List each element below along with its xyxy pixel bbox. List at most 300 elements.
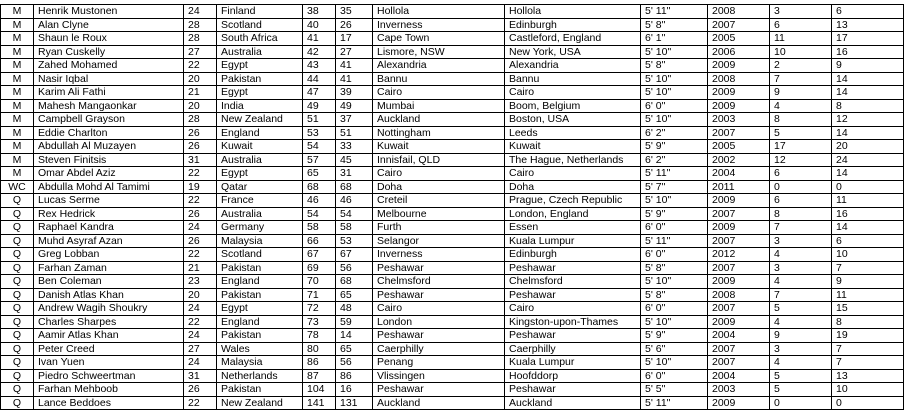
country-cell: South Africa	[217, 32, 303, 46]
turned-pro-cell: 2004	[708, 329, 770, 343]
birthplace-cell: Melbourne	[373, 207, 505, 221]
age-cell: 26	[184, 140, 217, 154]
height-cell: 5' 8"	[641, 59, 708, 73]
turned-pro-cell: 2009	[708, 396, 770, 410]
birthplace-cell: Inverness	[373, 248, 505, 262]
age-cell: 20	[184, 288, 217, 302]
highest-ranking-cell: 65	[336, 342, 373, 356]
finals-cell: 8	[832, 99, 904, 113]
age-cell: 22	[184, 315, 217, 329]
residence-cell: Bannu	[505, 72, 641, 86]
entry-status-cell: Q	[1, 288, 34, 302]
finals-cell: 9	[832, 59, 904, 73]
world-ranking-cell: 54	[303, 140, 336, 154]
turned-pro-cell: 2003	[708, 113, 770, 127]
birthplace-cell: Doha	[373, 180, 505, 194]
entry-status-cell: M	[1, 32, 34, 46]
titles-cell: 10	[770, 45, 832, 59]
world-ranking-cell: 43	[303, 59, 336, 73]
entry-status-cell: Q	[1, 342, 34, 356]
highest-ranking-cell: 26	[336, 18, 373, 32]
world-ranking-cell: 38	[303, 5, 336, 19]
country-cell: Pakistan	[217, 72, 303, 86]
player-name-cell: Abdulla Mohd Al Tamimi	[34, 180, 184, 194]
players-table	[0, 4, 904, 410]
height-cell: 5' 8"	[641, 288, 708, 302]
height-cell: 5' 10"	[641, 315, 708, 329]
birthplace-cell: Innisfail, QLD	[373, 153, 505, 167]
finals-cell: 20	[832, 140, 904, 154]
player-name-cell: Eddie Charlton	[34, 126, 184, 140]
player-name-cell: Farhan Mehboob	[34, 383, 184, 397]
world-ranking-cell: 58	[303, 221, 336, 235]
player-name-cell: Mahesh Mangaonkar	[34, 99, 184, 113]
table-row	[1, 72, 904, 86]
world-ranking-cell: 47	[303, 86, 336, 100]
entry-status-cell: Q	[1, 396, 34, 410]
country-cell: Scotland	[217, 248, 303, 262]
titles-cell: 8	[770, 113, 832, 127]
finals-cell: 24	[832, 153, 904, 167]
residence-cell: Peshawar	[505, 329, 641, 343]
finals-cell: 13	[832, 18, 904, 32]
finals-cell: 10	[832, 383, 904, 397]
player-name-cell: Ivan Yuen	[34, 356, 184, 370]
residence-cell: Kuala Lumpur	[505, 234, 641, 248]
height-cell: 5' 10"	[641, 194, 708, 208]
turned-pro-cell: 2004	[708, 167, 770, 181]
birthplace-cell: Vlissingen	[373, 369, 505, 383]
player-name-cell: Rex Hedrick	[34, 207, 184, 221]
table-row	[1, 167, 904, 181]
turned-pro-cell: 2009	[708, 315, 770, 329]
world-ranking-cell: 41	[303, 32, 336, 46]
residence-cell: Kuala Lumpur	[505, 356, 641, 370]
world-ranking-cell: 46	[303, 194, 336, 208]
country-cell: England	[217, 315, 303, 329]
world-ranking-cell: 80	[303, 342, 336, 356]
turned-pro-cell: 2006	[708, 45, 770, 59]
world-ranking-cell: 67	[303, 248, 336, 262]
age-cell: 22	[184, 396, 217, 410]
player-name-cell: Omar Abdel Aziz	[34, 167, 184, 181]
height-cell: 5' 8"	[641, 261, 708, 275]
world-ranking-cell: 54	[303, 207, 336, 221]
titles-cell: 12	[770, 153, 832, 167]
world-ranking-cell: 42	[303, 45, 336, 59]
age-cell: 28	[184, 32, 217, 46]
table-row	[1, 126, 904, 140]
titles-cell: 8	[770, 207, 832, 221]
entry-status-cell: M	[1, 59, 34, 73]
turned-pro-cell: 2007	[708, 356, 770, 370]
birthplace-cell: Mumbai	[373, 99, 505, 113]
table-row	[1, 45, 904, 59]
finals-cell: 14	[832, 167, 904, 181]
country-cell: Malaysia	[217, 234, 303, 248]
entry-status-cell: M	[1, 113, 34, 127]
turned-pro-cell: 2004	[708, 369, 770, 383]
turned-pro-cell: 2009	[708, 275, 770, 289]
birthplace-cell: Selangor	[373, 234, 505, 248]
player-name-cell: Raphael Kandra	[34, 221, 184, 235]
country-cell: Finland	[217, 5, 303, 19]
residence-cell: Peshawar	[505, 261, 641, 275]
titles-cell: 5	[770, 126, 832, 140]
highest-ranking-cell: 39	[336, 86, 373, 100]
turned-pro-cell: 2007	[708, 234, 770, 248]
age-cell: 22	[184, 167, 217, 181]
birthplace-cell: Peshawar	[373, 329, 505, 343]
finals-cell: 16	[832, 45, 904, 59]
height-cell: 5' 10"	[641, 72, 708, 86]
player-name-cell: Alan Clyne	[34, 18, 184, 32]
entry-status-cell: M	[1, 126, 34, 140]
table-row	[1, 194, 904, 208]
age-cell: 27	[184, 45, 217, 59]
table-row	[1, 234, 904, 248]
age-cell: 26	[184, 383, 217, 397]
highest-ranking-cell: 56	[336, 356, 373, 370]
birthplace-cell: Penang	[373, 356, 505, 370]
residence-cell: Auckland	[505, 396, 641, 410]
age-cell: 24	[184, 356, 217, 370]
finals-cell: 8	[832, 315, 904, 329]
birthplace-cell: Creteil	[373, 194, 505, 208]
entry-status-cell: Q	[1, 302, 34, 316]
birthplace-cell: Peshawar	[373, 261, 505, 275]
country-cell: New Zealand	[217, 396, 303, 410]
birthplace-cell: Caerphilly	[373, 342, 505, 356]
player-name-cell: Piedro Schweertman	[34, 369, 184, 383]
entry-status-cell: Q	[1, 207, 34, 221]
world-ranking-cell: 86	[303, 356, 336, 370]
titles-cell: 4	[770, 356, 832, 370]
world-ranking-cell: 73	[303, 315, 336, 329]
residence-cell: Boston, USA	[505, 113, 641, 127]
age-cell: 24	[184, 329, 217, 343]
player-name-cell: Greg Lobban	[34, 248, 184, 262]
height-cell: 5' 11"	[641, 396, 708, 410]
entry-status-cell: M	[1, 153, 34, 167]
height-cell: 6' 0"	[641, 369, 708, 383]
entry-status-cell: Q	[1, 383, 34, 397]
birthplace-cell: Cairo	[373, 167, 505, 181]
entry-status-cell: Q	[1, 248, 34, 262]
titles-cell: 9	[770, 86, 832, 100]
highest-ranking-cell: 33	[336, 140, 373, 154]
finals-cell: 0	[832, 180, 904, 194]
birthplace-cell: Hollola	[373, 5, 505, 19]
world-ranking-cell: 78	[303, 329, 336, 343]
country-cell: Germany	[217, 221, 303, 235]
height-cell: 5' 10"	[641, 356, 708, 370]
birthplace-cell: Bannu	[373, 72, 505, 86]
height-cell: 5' 10"	[641, 275, 708, 289]
finals-cell: 6	[832, 5, 904, 19]
highest-ranking-cell: 65	[336, 288, 373, 302]
age-cell: 22	[184, 194, 217, 208]
turned-pro-cell: 2007	[708, 302, 770, 316]
residence-cell: Hoofddorp	[505, 369, 641, 383]
table-row	[1, 207, 904, 221]
world-ranking-cell: 72	[303, 302, 336, 316]
player-name-cell: Nasir Iqbal	[34, 72, 184, 86]
birthplace-cell: Kuwait	[373, 140, 505, 154]
country-cell: Egypt	[217, 167, 303, 181]
highest-ranking-cell: 49	[336, 99, 373, 113]
country-cell: Malaysia	[217, 356, 303, 370]
country-cell: France	[217, 194, 303, 208]
birthplace-cell: Furth	[373, 221, 505, 235]
titles-cell: 3	[770, 234, 832, 248]
age-cell: 27	[184, 342, 217, 356]
table-row	[1, 59, 904, 73]
country-cell: Scotland	[217, 18, 303, 32]
finals-cell: 7	[832, 342, 904, 356]
player-name-cell: Abdullah Al Muzayen	[34, 140, 184, 154]
turned-pro-cell: 2009	[708, 221, 770, 235]
height-cell: 5' 7"	[641, 180, 708, 194]
finals-cell: 6	[832, 234, 904, 248]
world-ranking-cell: 70	[303, 275, 336, 289]
entry-status-cell: M	[1, 72, 34, 86]
finals-cell: 16	[832, 207, 904, 221]
player-name-cell: Ryan Cuskelly	[34, 45, 184, 59]
height-cell: 5' 11"	[641, 5, 708, 19]
table-row	[1, 248, 904, 262]
player-name-cell: Aamir Atlas Khan	[34, 329, 184, 343]
table-row	[1, 18, 904, 32]
highest-ranking-cell: 46	[336, 194, 373, 208]
table-row	[1, 288, 904, 302]
height-cell: 5' 9"	[641, 329, 708, 343]
finals-cell: 12	[832, 113, 904, 127]
age-cell: 19	[184, 180, 217, 194]
country-cell: Australia	[217, 45, 303, 59]
highest-ranking-cell: 86	[336, 369, 373, 383]
residence-cell: Cairo	[505, 167, 641, 181]
finals-cell: 14	[832, 126, 904, 140]
highest-ranking-cell: 31	[336, 167, 373, 181]
age-cell: 28	[184, 18, 217, 32]
finals-cell: 11	[832, 288, 904, 302]
country-cell: Pakistan	[217, 329, 303, 343]
world-ranking-cell: 66	[303, 234, 336, 248]
titles-cell: 11	[770, 32, 832, 46]
world-ranking-cell: 141	[303, 396, 336, 410]
entry-status-cell: Q	[1, 315, 34, 329]
residence-cell: The Hague, Netherlands	[505, 153, 641, 167]
entry-status-cell: M	[1, 99, 34, 113]
country-cell: India	[217, 99, 303, 113]
birthplace-cell: Lismore, NSW	[373, 45, 505, 59]
finals-cell: 0	[832, 396, 904, 410]
player-name-cell: Shaun le Roux	[34, 32, 184, 46]
titles-cell: 3	[770, 342, 832, 356]
height-cell: 6' 2"	[641, 126, 708, 140]
table-row	[1, 113, 904, 127]
titles-cell: 5	[770, 369, 832, 383]
world-ranking-cell: 87	[303, 369, 336, 383]
titles-cell: 6	[770, 167, 832, 181]
age-cell: 26	[184, 126, 217, 140]
highest-ranking-cell: 56	[336, 261, 373, 275]
highest-ranking-cell: 48	[336, 302, 373, 316]
highest-ranking-cell: 53	[336, 234, 373, 248]
highest-ranking-cell: 68	[336, 180, 373, 194]
residence-cell: Leeds	[505, 126, 641, 140]
world-ranking-cell: 53	[303, 126, 336, 140]
finals-cell: 15	[832, 302, 904, 316]
world-ranking-cell: 68	[303, 180, 336, 194]
height-cell: 6' 1"	[641, 32, 708, 46]
titles-cell: 4	[770, 275, 832, 289]
titles-cell: 5	[770, 302, 832, 316]
height-cell: 5' 9"	[641, 140, 708, 154]
country-cell: Pakistan	[217, 261, 303, 275]
birthplace-cell: London	[373, 315, 505, 329]
age-cell: 21	[184, 261, 217, 275]
age-cell: 31	[184, 369, 217, 383]
age-cell: 20	[184, 72, 217, 86]
table-row	[1, 302, 904, 316]
height-cell: 6' 0"	[641, 302, 708, 316]
world-ranking-cell: 44	[303, 72, 336, 86]
player-name-cell: Farhan Zaman	[34, 261, 184, 275]
turned-pro-cell: 2007	[708, 126, 770, 140]
residence-cell: Alexandria	[505, 59, 641, 73]
country-cell: Egypt	[217, 59, 303, 73]
entry-status-cell: M	[1, 18, 34, 32]
country-cell: Australia	[217, 207, 303, 221]
residence-cell: Prague, Czech Republic	[505, 194, 641, 208]
highest-ranking-cell: 45	[336, 153, 373, 167]
age-cell: 20	[184, 99, 217, 113]
birthplace-cell: Auckland	[373, 396, 505, 410]
world-ranking-cell: 57	[303, 153, 336, 167]
entry-status-cell: Q	[1, 234, 34, 248]
titles-cell: 0	[770, 396, 832, 410]
height-cell: 5' 10"	[641, 86, 708, 100]
titles-cell: 3	[770, 261, 832, 275]
titles-cell: 2	[770, 59, 832, 73]
titles-cell: 6	[770, 18, 832, 32]
players-table-body	[1, 5, 904, 410]
country-cell: Wales	[217, 342, 303, 356]
turned-pro-cell: 2003	[708, 383, 770, 397]
entry-status-cell: M	[1, 167, 34, 181]
titles-cell: 5	[770, 383, 832, 397]
highest-ranking-cell: 59	[336, 315, 373, 329]
turned-pro-cell: 2007	[708, 18, 770, 32]
residence-cell: Castleford, England	[505, 32, 641, 46]
residence-cell: New York, USA	[505, 45, 641, 59]
finals-cell: 19	[832, 329, 904, 343]
player-name-cell: Karim Ali Fathi	[34, 86, 184, 100]
table-row	[1, 5, 904, 19]
residence-cell: Chelmsford	[505, 275, 641, 289]
entry-status-cell: M	[1, 45, 34, 59]
turned-pro-cell: 2008	[708, 72, 770, 86]
finals-cell: 14	[832, 221, 904, 235]
table-row	[1, 329, 904, 343]
turned-pro-cell: 2009	[708, 59, 770, 73]
player-name-cell: Zahed Mohamed	[34, 59, 184, 73]
finals-cell: 7	[832, 356, 904, 370]
residence-cell: Peshawar	[505, 383, 641, 397]
residence-cell: Kuwait	[505, 140, 641, 154]
titles-cell: 17	[770, 140, 832, 154]
finals-cell: 10	[832, 248, 904, 262]
finals-cell: 14	[832, 72, 904, 86]
residence-cell: Edinburgh	[505, 18, 641, 32]
turned-pro-cell: 2007	[708, 261, 770, 275]
turned-pro-cell: 2005	[708, 32, 770, 46]
height-cell: 5' 11"	[641, 167, 708, 181]
finals-cell: 7	[832, 261, 904, 275]
finals-cell: 11	[832, 194, 904, 208]
table-row	[1, 396, 904, 410]
table-row	[1, 86, 904, 100]
turned-pro-cell: 2007	[708, 207, 770, 221]
world-ranking-cell: 69	[303, 261, 336, 275]
world-ranking-cell: 51	[303, 113, 336, 127]
country-cell: Egypt	[217, 302, 303, 316]
table-row	[1, 383, 904, 397]
table-row	[1, 342, 904, 356]
country-cell: Pakistan	[217, 383, 303, 397]
turned-pro-cell: 2007	[708, 342, 770, 356]
entry-status-cell: Q	[1, 194, 34, 208]
table-row	[1, 153, 904, 167]
residence-cell: Doha	[505, 180, 641, 194]
finals-cell: 17	[832, 32, 904, 46]
age-cell: 22	[184, 59, 217, 73]
height-cell: 5' 6"	[641, 342, 708, 356]
entry-status-cell: WC	[1, 180, 34, 194]
table-row	[1, 315, 904, 329]
entry-status-cell: Q	[1, 221, 34, 235]
age-cell: 23	[184, 275, 217, 289]
player-name-cell: Campbell Grayson	[34, 113, 184, 127]
residence-cell: London, England	[505, 207, 641, 221]
birthplace-cell: Alexandria	[373, 59, 505, 73]
height-cell: 6' 0"	[641, 99, 708, 113]
highest-ranking-cell: 58	[336, 221, 373, 235]
entry-status-cell: M	[1, 5, 34, 19]
country-cell: Egypt	[217, 86, 303, 100]
highest-ranking-cell: 16	[336, 383, 373, 397]
player-name-cell: Muhd Asyraf Azan	[34, 234, 184, 248]
titles-cell: 7	[770, 221, 832, 235]
country-cell: England	[217, 126, 303, 140]
height-cell: 6' 0"	[641, 221, 708, 235]
entry-status-cell: Q	[1, 369, 34, 383]
table-row	[1, 261, 904, 275]
table-row	[1, 99, 904, 113]
age-cell: 26	[184, 234, 217, 248]
finals-cell: 9	[832, 275, 904, 289]
table-row	[1, 275, 904, 289]
table-row	[1, 32, 904, 46]
residence-cell: Peshawar	[505, 288, 641, 302]
residence-cell: Hollola	[505, 5, 641, 19]
entry-status-cell: M	[1, 86, 34, 100]
entry-status-cell: Q	[1, 275, 34, 289]
country-cell: Kuwait	[217, 140, 303, 154]
titles-cell: 3	[770, 5, 832, 19]
